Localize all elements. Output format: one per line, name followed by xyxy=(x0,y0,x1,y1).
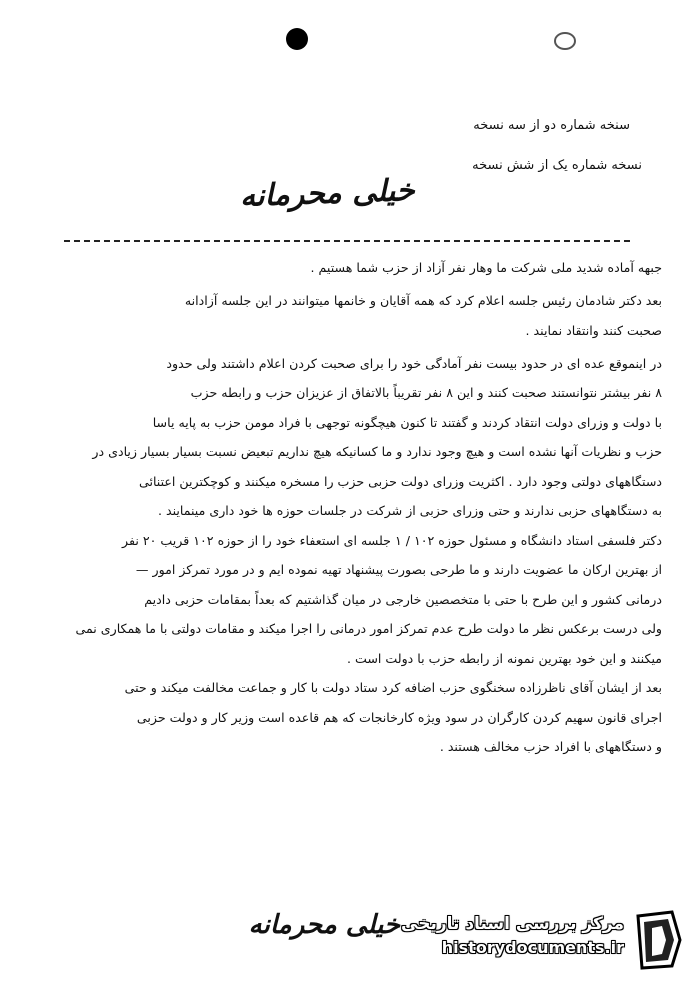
archive-name: مرکز بررسی اسناد تاریخی xyxy=(401,914,624,934)
body-line: صحبت کنند وانتقاد نمایند . xyxy=(525,322,662,338)
body-line: جبهه آماده شدید ملی شرکت ما وهار نفر آزاد از حزب شما هستیم . xyxy=(310,260,662,275)
body-line: با دولت و وزرای دولت انتقاد کردند و گفتند تا کنون هیچگونه توجهی با فراد مومن حزب به پایه یاسا xyxy=(152,414,662,430)
body-line: و دستگاههای با افراد حزب مخالف هستند . xyxy=(439,739,662,754)
body-line: ۸ نفر بیشتر نتوانستند صحبت کنند و این ۸ نفر تقریباً بالاتفاق از عزیزان حزب و رابطه حزب xyxy=(190,385,662,400)
body-line: درمانی کشور و این طرح با حتی با متخصصین خارجی در میان گذاشتیم که بعداً بمقامات حزبی دادیم xyxy=(144,591,662,607)
body-line: میکنند و این خود بهترین نمونه از رابطه حزب با دولت است . xyxy=(346,650,662,666)
archive-watermark xyxy=(396,908,686,974)
handwritten-classification-mark: خیلی محرمانه xyxy=(248,910,400,940)
copy-count-line: نسخه شماره یک از شش نسخه xyxy=(472,158,642,173)
punch-hole-left xyxy=(286,28,308,50)
body-line: از بهترین ارکان ما عضویت دارند و ما طرحی بصورت پیشنهاد تهیه نموده ایم و در مورد تمرکز امور — xyxy=(135,562,662,577)
archive-url: historydocuments.ir xyxy=(441,938,624,957)
body-line: به دستگاههای حزبی ندارند و حتی وزرای حزبی از شرکت در جلسات حوزه ها خود داری مینمایند . xyxy=(157,503,662,518)
document-body xyxy=(38,256,662,765)
body-line: اجرای قانون سهیم کردن کارگران در سود ویژه کارخانجات که هم قاعده است وزیر کار و دولت حزبی xyxy=(136,709,662,725)
body-line: بعد دکتر شادمان رئیس جلسه اعلام کرد که همه آقایان و خانمها میتوانند در این جلسه آزادانه xyxy=(184,293,662,308)
punch-hole-right xyxy=(554,32,576,50)
archive-logo-icon xyxy=(632,910,686,970)
copy-number-line: سنخه شماره دو از سه نسخه xyxy=(473,118,630,133)
classification-stamp: خیلی محرمانه xyxy=(239,172,416,215)
body-line: دکتر فلسفی استاد دانشگاه و مسئول حوزه ۱۰۲ / ۱ جلسه ای استعفاء خود را از حوزه ۱۰۲ قریب ۲۰ نفر xyxy=(122,532,662,548)
body-line: حزب و نظریات آنها نشده است و هیچ وجود ندارد و ما کسانیکه هیچ نداریم تبعیض نسبت بسیار بسیار زیادی در xyxy=(92,444,662,459)
body-line: بعد از ایشان آقای ناظرزاده سخنگوی حزب اضافه کرد ستاد دولت با کار و جماعت مخالفت میکند و حتی xyxy=(124,680,662,695)
body-line: در اینموقع عده ای در حدود بیست نفر آمادگی خود را برای صحبت کردن اعلام داشتند ولی حدود xyxy=(166,355,662,371)
body-line: دستگاههای دولتی وجود دارد . اکثریت وزرای دولت حزبی حزب را مسخره میکنند و کوچکترین اعتنائی xyxy=(138,473,662,489)
header-divider xyxy=(64,240,630,242)
body-line: ولی درست برعکس نظر ما دولت طرح عدم تمرکز امور درمانی را اجرا میکند و مقامات دولتی با ما همکاری نمی xyxy=(75,621,662,636)
